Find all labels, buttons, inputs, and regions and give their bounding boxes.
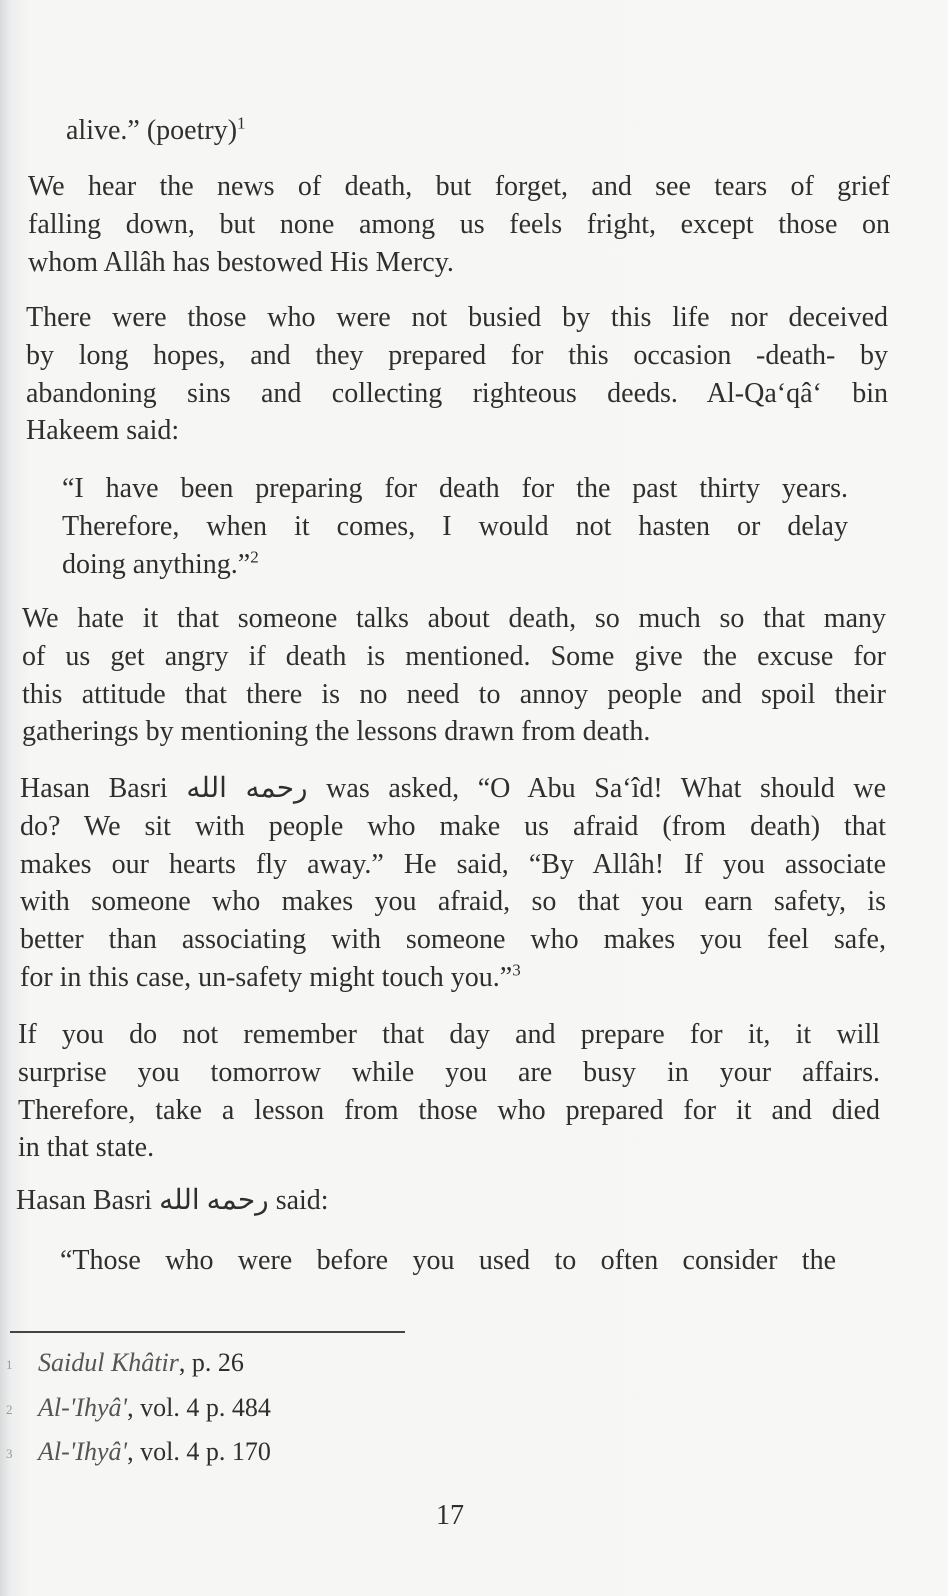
footnote-mark: 3 <box>6 1446 13 1461</box>
line-text: whom Allâh has bestowed His Mercy. <box>28 246 454 278</box>
line-text: gatherings by mentioning the lessons drawn from death. <box>22 716 651 748</box>
footnote-reference: 1 <box>237 113 246 133</box>
text-line <box>22 713 886 751</box>
footnote-2 <box>6 1393 271 1423</box>
footnote-divider <box>10 1331 405 1333</box>
line-text: Therefore, take a lesson from those who prepared for it and died <box>18 1094 880 1126</box>
text-line <box>28 206 890 244</box>
footnote-source: Al-'Ihyâ' <box>38 1437 128 1466</box>
text-line <box>62 470 848 508</box>
text-line <box>18 1016 880 1054</box>
line-text: doing anything.” <box>62 548 251 580</box>
line-text: alive.” (poetry) <box>66 115 238 146</box>
text-line <box>66 112 366 150</box>
p-hasan-basri-said <box>16 1182 416 1220</box>
text-line <box>20 770 886 808</box>
text-line <box>28 168 890 206</box>
p-hasan-basri-asked <box>20 770 886 997</box>
text-line <box>16 1182 416 1220</box>
text-line <box>22 676 886 714</box>
text-line <box>20 883 886 921</box>
line-text: Hakeem said: <box>26 415 180 447</box>
footnote-3 <box>6 1437 271 1467</box>
quote-al-qaqa <box>62 470 848 583</box>
line-text: surprise you tomorrow while you are busy in your affairs. <box>18 1056 880 1088</box>
text-line <box>20 808 886 846</box>
footnote-ref: , vol. 4 p. 170 <box>127 1437 271 1466</box>
line-text: better than associating with someone who makes you feel safe, <box>20 924 886 956</box>
footnote-ref: , vol. 4 p. 484 <box>127 1393 271 1422</box>
line-text: this attitude that there is no need to annoy people and spoil their <box>22 678 886 710</box>
line-text: with someone who makes you afraid, so that you earn safety, is <box>20 886 886 918</box>
page-number: 17 <box>436 1500 464 1531</box>
text-line <box>26 337 888 375</box>
line-text: makes our hearts fly away.” He said, “By Allâh! If you associate <box>20 848 886 880</box>
text-line <box>18 1092 880 1130</box>
line-text: “Those who were before you used to often consider the <box>60 1245 836 1276</box>
text-line <box>26 375 888 413</box>
p-news-of-death <box>28 168 890 281</box>
line-text: by long hopes, and they prepared for this occasion -death- by <box>26 339 888 371</box>
line-text: Therefore, when it comes, I would not hasten or delay <box>62 510 848 542</box>
footnote-source: Saidul Khâtir <box>38 1348 179 1377</box>
text-line <box>20 921 886 959</box>
text-line <box>62 508 848 546</box>
quote-those-before <box>60 1242 836 1280</box>
text-line <box>28 244 890 282</box>
line-text: do? We sit with people who make us afraid (from death) that <box>20 810 886 842</box>
line-text: We hear the news of death, but forget, and see tears of grief <box>28 171 890 202</box>
footnote-ref: , p. 26 <box>178 1348 244 1377</box>
text-line <box>26 412 888 450</box>
line-text: We hate it that someone talks about death, so much so that many <box>22 603 886 634</box>
footnote-source: Al-'Ihyâ' <box>38 1393 128 1422</box>
text-line <box>20 846 886 884</box>
text-line <box>60 1242 836 1280</box>
p-poetry-end <box>66 112 366 150</box>
text-line <box>62 546 848 584</box>
line-text: of us get angry if death is mentioned. Some give the excuse for <box>22 640 886 672</box>
footnote-mark: 1 <box>6 1357 13 1372</box>
text-line <box>22 600 886 638</box>
p-remember-that-day <box>18 1016 880 1167</box>
line-text: falling down, but none among us feels fright, except those on <box>28 208 890 240</box>
line-text: Hasan Basri رحمه الله was asked, “O Abu Sa‘îd! What should we <box>20 773 886 804</box>
line-text: “I have been preparing for death for the past thirty years. <box>62 473 848 504</box>
footnote-mark: 2 <box>6 1402 13 1417</box>
p-those-prepared <box>26 299 888 450</box>
text-line <box>22 638 886 676</box>
line-text: in that state. <box>18 1132 155 1164</box>
line-text: for in this case, un-safety might touch you.” <box>20 961 513 993</box>
text-line <box>20 959 886 997</box>
text-line <box>18 1054 880 1092</box>
footnote-reference: 2 <box>250 547 259 567</box>
footnote-1 <box>6 1348 244 1378</box>
footnote-reference: 3 <box>512 960 521 980</box>
p-hate-death-talk <box>22 600 886 751</box>
text-line <box>18 1129 880 1167</box>
line-text: Hasan Basri رحمه الله said: <box>16 1185 329 1216</box>
line-text: If you do not remember that day and prepare for it, it will <box>18 1019 880 1050</box>
line-text: abandoning sins and collecting righteous deeds. Al-Qa‘qâ‘ bin <box>26 377 888 409</box>
text-line <box>26 299 888 337</box>
line-text: There were those who were not busied by this life nor deceived <box>26 302 888 333</box>
